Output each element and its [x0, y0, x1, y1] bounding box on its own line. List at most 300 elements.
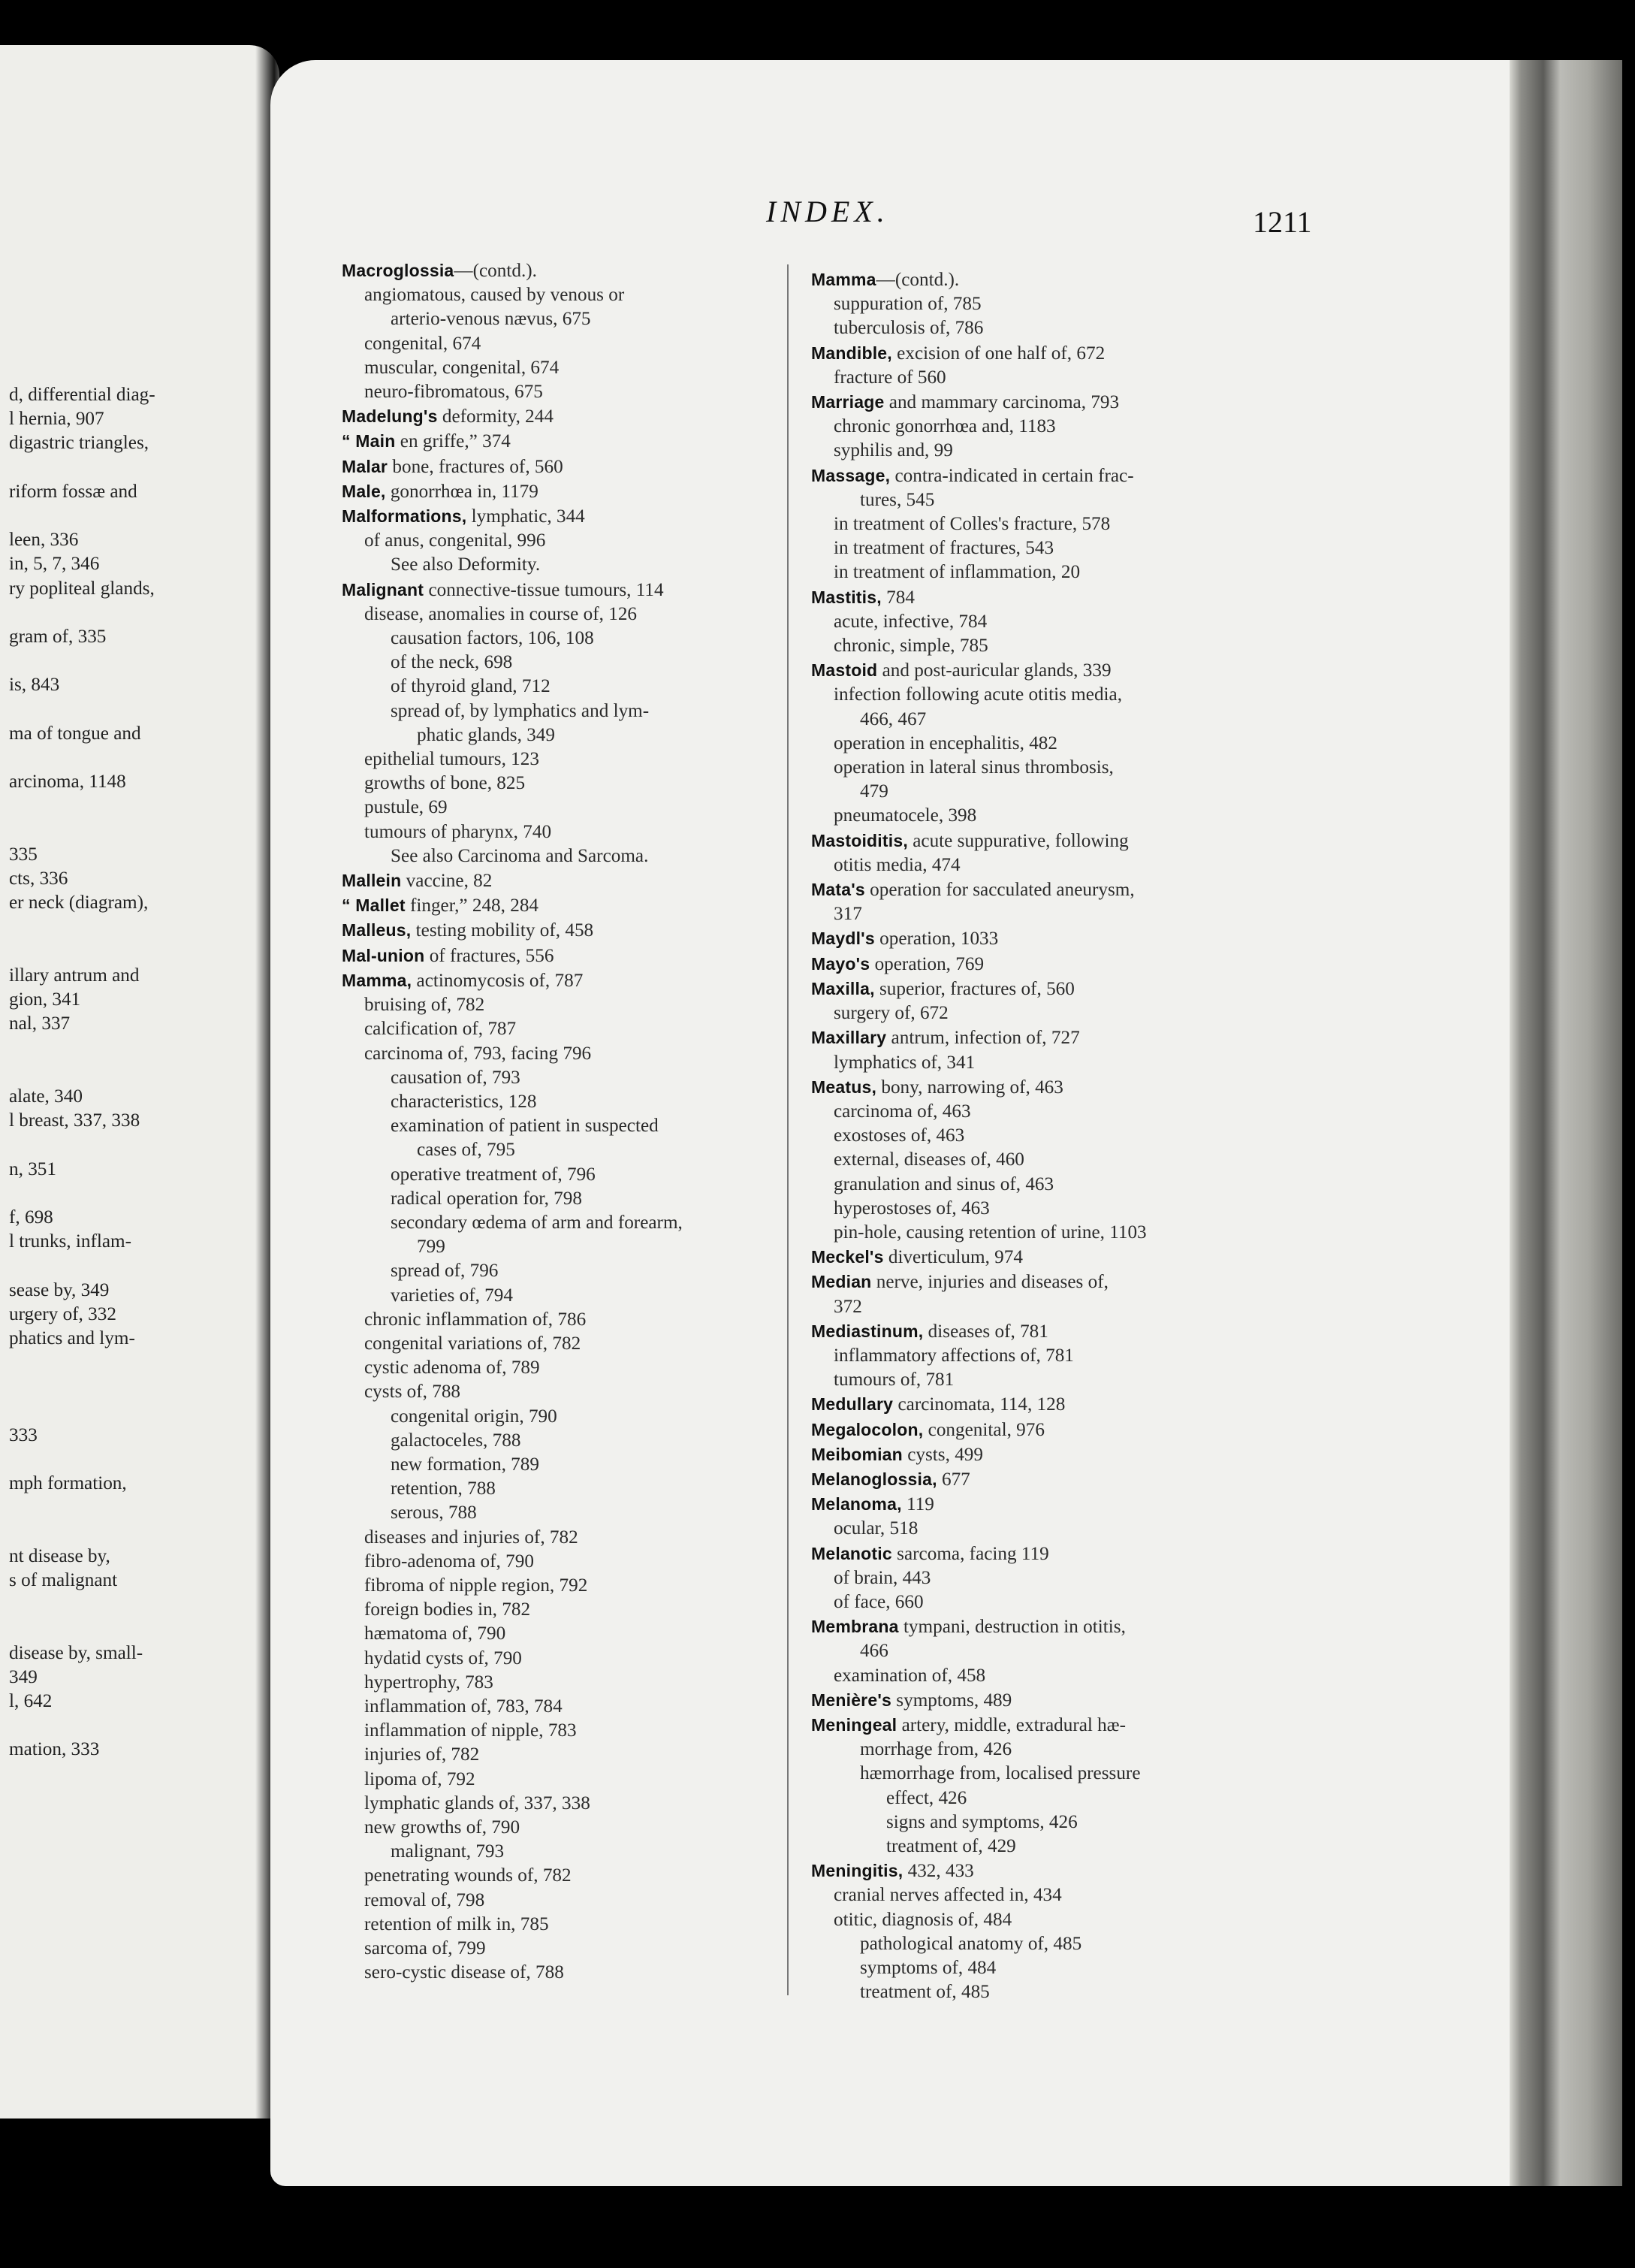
index-subentry [342, 699, 792, 723]
index-text: tuberculosis of, 786 [834, 318, 984, 339]
index-entry [811, 1614, 1322, 1639]
index-subentry [342, 1114, 792, 1138]
index-text: disease, anomalies in course of, 126 [364, 603, 638, 624]
index-headword: Mayo's [811, 953, 870, 974]
index-subentry [811, 292, 1322, 316]
index-text: of thyroid gland, 712 [391, 676, 551, 697]
index-entry [342, 258, 792, 283]
index-text: radical operation for, 798 [391, 1188, 582, 1209]
index-subentry [811, 1980, 1322, 2004]
left-fragment-line: l trunks, inflam- [9, 1231, 131, 1252]
index-text: deformity, 244 [437, 406, 554, 427]
index-headword: Melanotic [811, 1543, 892, 1563]
index-text: pin-hole, causing retention of urine, 1103 [834, 1222, 1147, 1243]
index-subentry [342, 627, 792, 651]
index-text: symptoms of, 484 [860, 1958, 997, 1979]
index-entry [811, 1492, 1322, 1517]
left-fragment-line: cts, 336 [9, 868, 68, 889]
index-text: chronic gonorrhœa and, 1183 [834, 416, 1056, 437]
index-text: bruising of, 782 [364, 995, 485, 1016]
index-text: lymphatic glands of, 337, 338 [364, 1792, 590, 1813]
left-fragment-line [9, 1351, 264, 1375]
index-subentry [811, 1762, 1322, 1786]
index-text: spread of, by lymphatics and lym- [391, 700, 650, 721]
index-subentry [811, 366, 1322, 390]
index-headword: Mata's [811, 880, 865, 900]
index-text: antrum, infection of, 727 [886, 1028, 1080, 1049]
index-headword: Membrana [811, 1617, 899, 1637]
index-text: angiomatous, caused by venous or [364, 285, 625, 306]
index-entry [811, 877, 1322, 902]
index-entry [342, 429, 792, 454]
index-subentry [811, 1221, 1322, 1245]
index-headword: Meckel's [811, 1247, 884, 1267]
left-fragment-line [9, 819, 264, 843]
index-text: finger,” 248, 284 [405, 895, 539, 917]
index-text: of anus, congenital, 996 [364, 530, 546, 551]
index-subentry [342, 1743, 792, 1767]
index-text: excision of one half of, 672 [891, 343, 1106, 364]
index-subentry [811, 1368, 1322, 1392]
index-subentry [811, 1566, 1322, 1590]
index-subentry [342, 1526, 792, 1550]
index-text: retention of milk in, 785 [364, 1913, 549, 1934]
index-entry [811, 1713, 1322, 1738]
index-text: treatment of, 429 [886, 1836, 1016, 1856]
index-text: fibro-adenoma of, 790 [364, 1551, 534, 1572]
index-subentry [342, 1889, 792, 1913]
index-text: new growths of, 790 [364, 1817, 520, 1838]
index-entry [811, 926, 1322, 951]
index-text: superior, fractures of, 560 [874, 978, 1075, 999]
index-subentry [811, 316, 1322, 340]
index-headword: Macroglossia [342, 261, 454, 280]
index-text: hypertrophy, 783 [364, 1672, 493, 1693]
index-subentry [342, 796, 792, 820]
left-fragment-line: ry popliteal glands, [9, 578, 155, 599]
index-text: and mammary carcinoma, 793 [884, 392, 1120, 413]
index-entry [342, 968, 792, 993]
index-subentry [811, 1344, 1322, 1368]
index-text: —(contd.). [454, 261, 537, 281]
index-subentry [811, 1786, 1322, 1810]
left-fragment-line [9, 746, 264, 770]
left-fragment-line: disease by, small- [9, 1642, 143, 1663]
index-text: operation, 1033 [874, 929, 999, 950]
index-subentry [811, 1810, 1322, 1835]
index-entry [811, 1392, 1322, 1417]
index-entry [342, 404, 792, 429]
page-number: 1211 [1253, 205, 1312, 239]
left-fragment-line [9, 504, 264, 528]
index-text: inflammation of nipple, 783 [364, 1720, 577, 1741]
index-text: penetrating wounds of, 782 [364, 1865, 572, 1886]
index-headword: Mastitis, [811, 587, 882, 607]
index-text: lipoma of, 792 [364, 1768, 475, 1789]
index-text: operation in lateral sinus thrombosis, [834, 757, 1114, 778]
index-headword: Megalocolon, [811, 1419, 924, 1439]
index-subentry [811, 488, 1322, 512]
index-text: epithelial tumours, 123 [364, 749, 539, 770]
index-text: surgery of, 672 [834, 1003, 949, 1024]
index-subentry [342, 1066, 792, 1090]
index-text: lymphatics of, 341 [834, 1052, 976, 1073]
left-fragment-line [9, 1448, 264, 1472]
index-subentry [811, 634, 1322, 658]
index-text: tumours of, 781 [834, 1370, 955, 1391]
index-entry [811, 1245, 1322, 1270]
index-text: infection following acute otitis media, [834, 684, 1123, 705]
left-fragment-line [9, 794, 264, 818]
index-text: operation in encephalitis, 482 [834, 732, 1057, 753]
index-subentry [811, 1738, 1322, 1762]
index-subentry [342, 1622, 792, 1646]
index-subentry [811, 1148, 1322, 1172]
index-text: 432, 433 [903, 1861, 974, 1882]
index-entry [811, 1270, 1322, 1294]
index-text: bone, fractures of, 560 [388, 456, 563, 477]
index-text: galactoceles, 788 [391, 1430, 521, 1451]
index-text: carcinoma of, 463 [834, 1101, 971, 1122]
index-text: fracture of 560 [834, 367, 946, 388]
index-text: cysts, 499 [902, 1444, 983, 1465]
index-headword: Mamma, [342, 970, 412, 990]
index-subentry [342, 1259, 792, 1283]
index-subentry [811, 1590, 1322, 1614]
left-fragment-line: nt disease by, [9, 1545, 110, 1566]
index-text: nerve, injuries and diseases of, [871, 1272, 1109, 1293]
left-fragment-line: riform fossæ and [9, 481, 137, 502]
index-text: exostoses of, 463 [834, 1125, 965, 1146]
index-headword: Medullary [811, 1394, 894, 1415]
index-entry [342, 918, 792, 943]
index-text: examination of patient in suspected [391, 1116, 659, 1137]
index-text: of fractures, 556 [424, 945, 554, 966]
left-page [0, 45, 279, 2119]
index-headword: Male, [342, 481, 386, 501]
index-entry [811, 1542, 1322, 1566]
index-text: cystic adenoma of, 789 [364, 1357, 540, 1379]
index-subentry [342, 675, 792, 699]
index-subentry [342, 1671, 792, 1695]
index-text: 784 [881, 587, 915, 608]
index-headword: Maydl's [811, 929, 875, 949]
index-subentry [811, 756, 1322, 780]
index-subentry [342, 1477, 792, 1501]
index-subentry [811, 1051, 1322, 1075]
index-column-left [342, 258, 792, 1985]
left-fragment-line: gram of, 335 [9, 627, 107, 648]
index-entry [811, 829, 1322, 853]
index-subentry [342, 1380, 792, 1404]
index-text: 466, 467 [860, 708, 927, 729]
index-text: causation of, 793 [391, 1067, 520, 1088]
left-fragment-line [9, 940, 264, 964]
index-text: varieties of, 794 [391, 1285, 513, 1306]
left-fragment-line: digastric triangles, [9, 433, 149, 454]
index-subentry [342, 1647, 792, 1671]
index-headword: Malar [342, 456, 388, 476]
index-text: pneumatocele, 398 [834, 805, 977, 826]
index-text: diseases and injuries of, 782 [364, 1527, 578, 1548]
index-text: sarcoma of, 799 [364, 1938, 486, 1959]
index-headword: Malleus, [342, 920, 412, 941]
index-subentry [811, 1197, 1322, 1221]
index-text: acute suppurative, following [907, 830, 1129, 851]
index-text: connective-tissue tumours, 114 [424, 579, 664, 600]
index-subentry [811, 683, 1322, 707]
index-text: contra-indicated in certain frac- [890, 465, 1134, 486]
index-text: See also Carcinoma and Sarcoma. [391, 845, 649, 866]
left-fragment-line [9, 1036, 264, 1060]
index-text: diseases of, 781 [923, 1321, 1048, 1342]
index-headword: Melanoglossia, [811, 1469, 937, 1489]
index-headword: Meibomian [811, 1444, 903, 1464]
index-text: effect, 426 [886, 1787, 967, 1808]
index-text: sarcoma, facing 119 [891, 1543, 1049, 1564]
index-text: artery, middle, extradural hæ- [897, 1714, 1126, 1735]
index-subentry [811, 1932, 1322, 1956]
index-text: 799 [417, 1237, 445, 1258]
index-entry [342, 455, 792, 479]
index-subentry [342, 820, 792, 844]
index-text: of brain, 443 [834, 1567, 931, 1588]
index-text: operative treatment of, 796 [391, 1164, 596, 1185]
left-fragment-line: d, differential diag- [9, 385, 155, 405]
index-text: congenital origin, 790 [391, 1406, 557, 1427]
index-text: in treatment of Colles's fracture, 578 [834, 514, 1111, 535]
left-fragment-line: phatics and lym- [9, 1327, 135, 1348]
left-fragment-line: illary antrum and [9, 965, 140, 986]
index-subentry [811, 853, 1322, 877]
index-text: otitic, diagnosis of, 484 [834, 1909, 1012, 1930]
index-headword: Melanoma, [811, 1494, 902, 1515]
index-subentry [342, 380, 792, 404]
index-entry [811, 341, 1322, 366]
left-fragment-line: 333 [9, 1424, 38, 1445]
index-subentry [342, 1429, 792, 1453]
index-headword: Median [811, 1272, 872, 1292]
index-headword: Mamma [811, 270, 876, 289]
index-text: in treatment of inflammation, 20 [834, 562, 1081, 583]
index-text: pathological anatomy of, 485 [860, 1933, 1082, 1954]
index-text: actinomycosis of, 787 [412, 970, 584, 991]
index-text: tures, 545 [860, 489, 935, 510]
index-headword: Mastoid [811, 660, 878, 681]
index-text: testing mobility of, 458 [411, 920, 594, 941]
index-text: examination of, 458 [834, 1665, 986, 1686]
index-subentry [811, 1883, 1322, 1907]
left-fragment-line [9, 649, 264, 673]
index-text: acute, infective, 784 [834, 611, 988, 632]
index-text: congenital variations of, 782 [364, 1333, 581, 1354]
index-text: growths of bone, 825 [364, 773, 526, 794]
index-subentry [342, 1356, 792, 1380]
index-text: —(contd.). [876, 270, 960, 290]
index-text: chronic inflammation of, 786 [364, 1309, 587, 1330]
index-text: foreign bodies in, 782 [364, 1599, 531, 1620]
left-fragment-line: f, 698 [9, 1206, 53, 1228]
index-subentry [342, 1042, 792, 1066]
index-subentry [342, 1695, 792, 1719]
index-text: hæmorrhage from, localised pressure [860, 1763, 1141, 1784]
index-entry [811, 464, 1322, 488]
index-subentry [342, 1284, 792, 1308]
index-text: new formation, 789 [391, 1454, 539, 1475]
index-text: granulation and sinus of, 463 [834, 1173, 1054, 1194]
index-headword: Maxilla, [811, 978, 875, 998]
index-subentry [342, 1840, 792, 1864]
index-text: operation for sacculated aneurysm, [864, 880, 1135, 901]
index-subentry [811, 560, 1322, 584]
index-subentry [811, 1124, 1322, 1148]
index-subentry [342, 1211, 792, 1235]
index-text: fibroma of nipple region, 792 [364, 1575, 588, 1596]
index-text: operation, 769 [870, 953, 985, 974]
index-subentry [342, 772, 792, 796]
index-subentry [342, 1090, 792, 1114]
index-subentry [342, 1501, 792, 1525]
index-text: causation factors, 106, 108 [391, 628, 594, 649]
index-text: phatic glands, 349 [417, 724, 555, 745]
index-text: neuro-fibromatous, 675 [364, 382, 543, 403]
index-headword: Malformations, [342, 506, 467, 527]
index-headword: Madelung's [342, 406, 438, 427]
index-subentry [342, 1550, 792, 1574]
index-subentry [342, 307, 792, 331]
index-entry [811, 390, 1322, 415]
left-fragment-line [9, 915, 264, 939]
index-headword: Meningitis, [811, 1861, 903, 1881]
index-text: en griffe,” 374 [395, 431, 511, 452]
index-subentry [811, 1664, 1322, 1688]
index-subentry [811, 1835, 1322, 1859]
index-subentry [342, 1816, 792, 1840]
index-subentry [342, 1719, 792, 1743]
left-fragment-line: mation, 333 [9, 1739, 100, 1760]
index-subentry [811, 732, 1322, 756]
index-text: 479 [860, 781, 888, 802]
index-text: suppuration of, 785 [834, 294, 982, 315]
index-text: external, diseases of, 460 [834, 1149, 1024, 1170]
index-subentry [342, 1138, 792, 1162]
index-entry [811, 1688, 1322, 1713]
index-subentry [811, 1517, 1322, 1541]
index-entry [342, 578, 792, 602]
index-entry [811, 1467, 1322, 1492]
index-subentry [811, 512, 1322, 536]
index-subentry [342, 723, 792, 747]
left-fragment-line: mph formation, [9, 1473, 127, 1494]
index-subentry [342, 1308, 792, 1332]
left-fragment-line: l breast, 337, 338 [9, 1110, 140, 1131]
index-subentry [342, 332, 792, 356]
index-entry [811, 658, 1322, 683]
left-fragment-line: ma of tongue and [9, 723, 141, 744]
index-text: calcification of, 787 [364, 1019, 517, 1040]
index-subentry [811, 804, 1322, 828]
index-text: otitis media, 474 [834, 854, 961, 875]
index-text: chronic, simple, 785 [834, 636, 988, 657]
index-text: gonorrhœa in, 1179 [385, 481, 538, 502]
left-fragment-line: er neck (diagram), [9, 892, 149, 914]
index-subentry [342, 1864, 792, 1888]
left-fragment-line [9, 1061, 264, 1085]
index-entry [811, 1075, 1322, 1100]
index-text: arterio-venous nævus, 675 [391, 309, 591, 330]
index-subentry [342, 356, 792, 380]
index-entry [342, 868, 792, 893]
left-fragment-line: l hernia, 907 [9, 409, 104, 430]
index-text: cysts of, 788 [364, 1382, 461, 1403]
index-text: characteristics, 128 [391, 1091, 537, 1112]
index-subentry [342, 651, 792, 675]
index-text: lymphatic, 344 [466, 506, 585, 527]
index-subentry [811, 902, 1322, 926]
index-text: of face, 660 [834, 1591, 924, 1612]
index-headword: “ Main [342, 431, 396, 451]
index-entry [811, 952, 1322, 977]
index-text: bony, narrowing of, 463 [876, 1077, 1063, 1098]
left-fragment-line [9, 601, 264, 625]
index-subentry [342, 1163, 792, 1187]
index-subentry [342, 553, 792, 577]
left-fragment-line: arcinoma, 1148 [9, 772, 126, 793]
left-fragment-line: gion, 341 [9, 989, 81, 1010]
index-subentry [342, 602, 792, 627]
index-subentry [342, 1913, 792, 1937]
index-entry [811, 1442, 1322, 1467]
index-headword: Mastoiditis, [811, 830, 908, 850]
index-subentry [811, 610, 1322, 634]
index-entry [342, 504, 792, 529]
index-text: spread of, 796 [391, 1261, 499, 1282]
index-text: symptoms, 489 [891, 1690, 1012, 1711]
index-subentry [342, 1598, 792, 1622]
index-subentry [811, 536, 1322, 560]
left-fragment-line [9, 1521, 264, 1545]
index-headword: Meningeal [811, 1714, 897, 1735]
index-text: cases of, 795 [417, 1140, 515, 1161]
index-text: vaccine, 82 [401, 871, 493, 892]
index-text: congenital, 976 [923, 1419, 1045, 1440]
index-subentry [811, 439, 1322, 463]
index-text: inflammation of, 783, 784 [364, 1696, 563, 1717]
index-text: inflammatory affections of, 781 [834, 1345, 1074, 1366]
index-text: injuries of, 782 [364, 1744, 480, 1765]
index-text: 119 [901, 1494, 934, 1515]
index-text: tumours of pharynx, 740 [364, 821, 552, 842]
index-text: sero-cystic disease of, 788 [364, 1962, 564, 1983]
index-subentry [811, 1639, 1322, 1663]
index-entry [342, 893, 792, 918]
left-fragment-line: urgery of, 332 [9, 1303, 116, 1324]
index-text: congenital, 674 [364, 333, 481, 354]
left-fragment-line: nal, 337 [9, 1013, 71, 1034]
left-fragment-line [9, 1375, 264, 1399]
index-subentry [811, 1295, 1322, 1319]
index-text: 466 [860, 1641, 888, 1662]
index-subentry [342, 1937, 792, 1961]
index-subentry [342, 1405, 792, 1429]
index-column-right [811, 267, 1322, 2004]
index-text: cranial nerves affected in, 434 [834, 1885, 1062, 1906]
index-text: diverticulum, 974 [883, 1247, 1023, 1268]
left-fragment-line [9, 1714, 264, 1738]
left-fragment-line: n, 351 [9, 1158, 56, 1179]
index-subentry [342, 1792, 792, 1816]
index-subentry [342, 1332, 792, 1356]
